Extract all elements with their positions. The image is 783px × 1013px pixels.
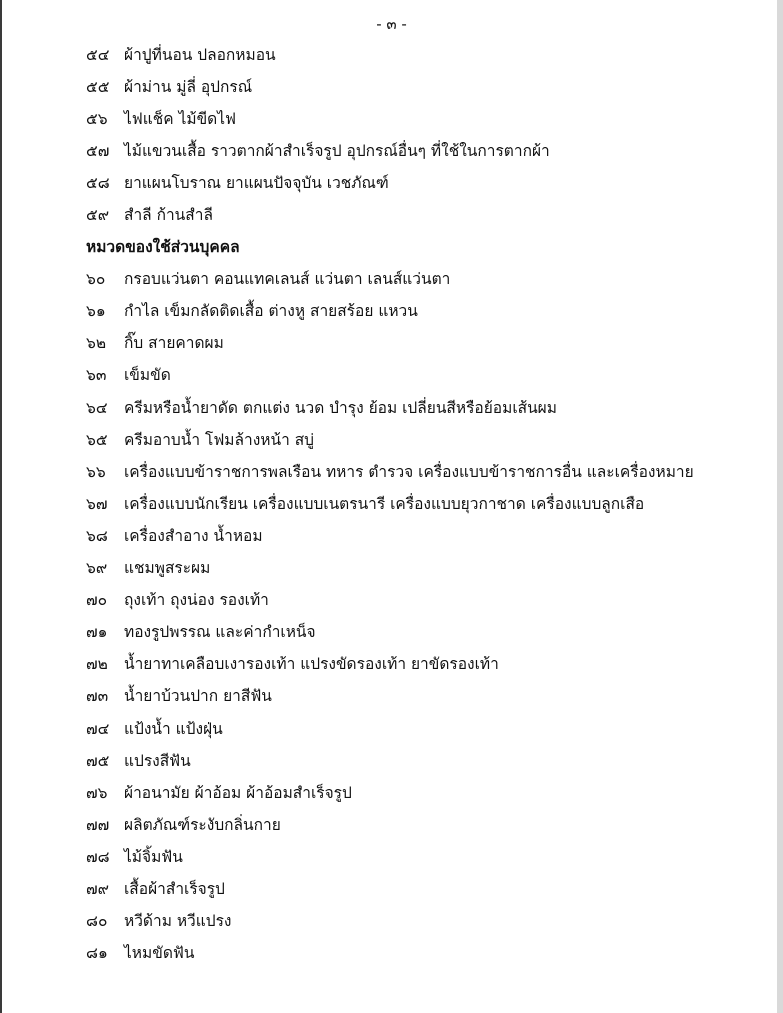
item-text: ผ้าม่าน มู่ลี่ อุปกรณ์ [124, 77, 253, 96]
list-item [86, 808, 756, 840]
page-left-border [0, 0, 2, 1013]
item-text: เข็มขัด [124, 366, 171, 385]
item-number: ๖๗ [86, 494, 108, 513]
list-item [86, 905, 756, 937]
list-item [86, 391, 756, 423]
item-text: น้ำยาบ้วนปาก ยาสีฟัน [124, 687, 272, 706]
list-item [86, 455, 756, 487]
item-text: ไม้แขวนเสื้อ ราวตากผ้าสำเร็จรูป อุปกรณ์อื่นๆ ที่ใช้ในการตากผ้า [124, 141, 550, 160]
viewer-scrollbar-track[interactable] [777, 0, 783, 1013]
item-number: ๖๐ [86, 270, 106, 289]
item-number: ๗๒ [86, 655, 108, 674]
item-text: ผลิตภัณฑ์ระงับกลิ่นกาย [124, 815, 281, 834]
list-item [86, 519, 756, 551]
list-item [86, 166, 756, 198]
item-number: ๖๑ [86, 302, 106, 321]
item-number: ๕๖ [86, 109, 108, 128]
item-number: ๖๕ [86, 430, 108, 449]
item-text: ผ้าอนามัย ผ้าอ้อม ผ้าอ้อมสำเร็จรูป [124, 783, 352, 802]
item-number: ๘๐ [86, 912, 108, 931]
item-number: ๗๓ [86, 687, 109, 706]
item-number: ๗๐ [86, 591, 108, 610]
item-text: ไฟแช็ค ไม้ขีดไฟ [124, 109, 237, 128]
item-number: ๗๑ [86, 623, 108, 642]
list-item [86, 295, 756, 327]
list-item [86, 38, 756, 70]
item-text: เครื่องแบบนักเรียน เครื่องแบบเนตรนารี เครื่องแบบยุวกาชาด เครื่องแบบลูกเสือ [124, 494, 645, 513]
list-item [86, 616, 756, 648]
item-text: สำลี ก้านสำลี [124, 206, 213, 225]
item-text: ยาแผนโบราณ ยาแผนปัจจุบัน เวชภัณฑ์ [124, 173, 389, 192]
list-item [86, 552, 756, 584]
item-text: กรอบแว่นตา คอนแทคเลนส์ แว่นตา เลนส์แว่นตา [124, 270, 451, 289]
item-number: ๖๘ [86, 526, 108, 545]
item-text: กำไล เข็มกลัดติดเสื้อ ต่างหู สายสร้อย แหวน [124, 302, 418, 321]
item-number: ๖๔ [86, 398, 108, 417]
item-text: ไหมขัดฟัน [124, 944, 195, 963]
item-text: ผ้าปูที่นอน ปลอกหมอน [124, 45, 276, 64]
list-item [86, 712, 756, 744]
item-number: ๕๔ [86, 45, 110, 64]
list-item [86, 198, 756, 230]
item-number: ๗๔ [86, 719, 110, 738]
list-item [86, 102, 756, 134]
item-number: ๗๕ [86, 751, 110, 770]
item-text: แปรงสีฟัน [124, 751, 191, 770]
list-item [86, 423, 756, 455]
list-item [86, 584, 756, 616]
item-number: ๗๗ [86, 815, 110, 834]
list-item [86, 359, 756, 391]
item-number: ๖๓ [86, 366, 107, 385]
list-item [86, 327, 756, 359]
section-heading: หมวดของใช้ส่วนบุคคล [86, 238, 240, 257]
item-number: ๕๙ [86, 206, 110, 225]
item-number: ๗๘ [86, 847, 110, 866]
item-text: น้ำยาทาเคลือบเงารองเท้า แปรงขัดรองเท้า ยาขัดรองเท้า [124, 655, 499, 674]
item-number: ๖๒ [86, 334, 107, 353]
item-number: ๗๙ [86, 879, 110, 898]
list-item [86, 680, 756, 712]
list-item [86, 263, 756, 295]
item-list [86, 38, 756, 969]
item-number: ๘๑ [86, 944, 108, 963]
item-number: ๕๕ [86, 77, 110, 96]
item-text: ครีมอาบน้ำ โฟมล้างหน้า สบู่ [124, 430, 315, 449]
group-a-list [86, 38, 756, 231]
item-number: ๗๖ [86, 783, 108, 802]
item-number: ๖๙ [86, 559, 108, 578]
item-text: กิ๊บ สายคาดผม [124, 334, 224, 353]
list-item [86, 70, 756, 102]
list-item [86, 134, 756, 166]
item-text: แป้งน้ำ แป้งฝุ่น [124, 719, 223, 738]
list-item [86, 776, 756, 808]
item-text: ถุงเท้า ถุงน่อง รองเท้า [124, 591, 269, 610]
item-text: หวีด้าม หวีแปรง [124, 912, 232, 931]
list-item [86, 744, 756, 776]
item-text: เครื่องแบบข้าราชการพลเรือน ทหาร ตำรวจ เครื่องแบบข้าราชการอื่น และเครื่องหมาย [124, 462, 694, 481]
item-text: เสื้อผ้าสำเร็จรูป [124, 879, 225, 898]
item-number: ๖๖ [86, 462, 106, 481]
list-item [86, 648, 756, 680]
list-item [86, 487, 756, 519]
page-number: - ๓ - [376, 15, 407, 33]
item-text: ครีมหรือน้ำยาดัด ตกแต่ง นวด บำรุง ย้อม เปลี่ยนสีหรือย้อมเส้นผม [124, 398, 557, 417]
list-item [86, 937, 756, 969]
item-text: แชมพูสระผม [124, 559, 211, 578]
item-text: ไม้จิ้มฟัน [124, 847, 183, 866]
item-number: ๕๗ [86, 141, 110, 160]
list-item [86, 840, 756, 872]
item-number: ๕๘ [86, 173, 110, 192]
group-b-list [86, 263, 756, 969]
item-text: ทองรูปพรรณ และค่ากำเหน็จ [124, 623, 316, 642]
list-item [86, 872, 756, 904]
item-text: เครื่องสำอาง น้ำหอม [124, 526, 263, 545]
